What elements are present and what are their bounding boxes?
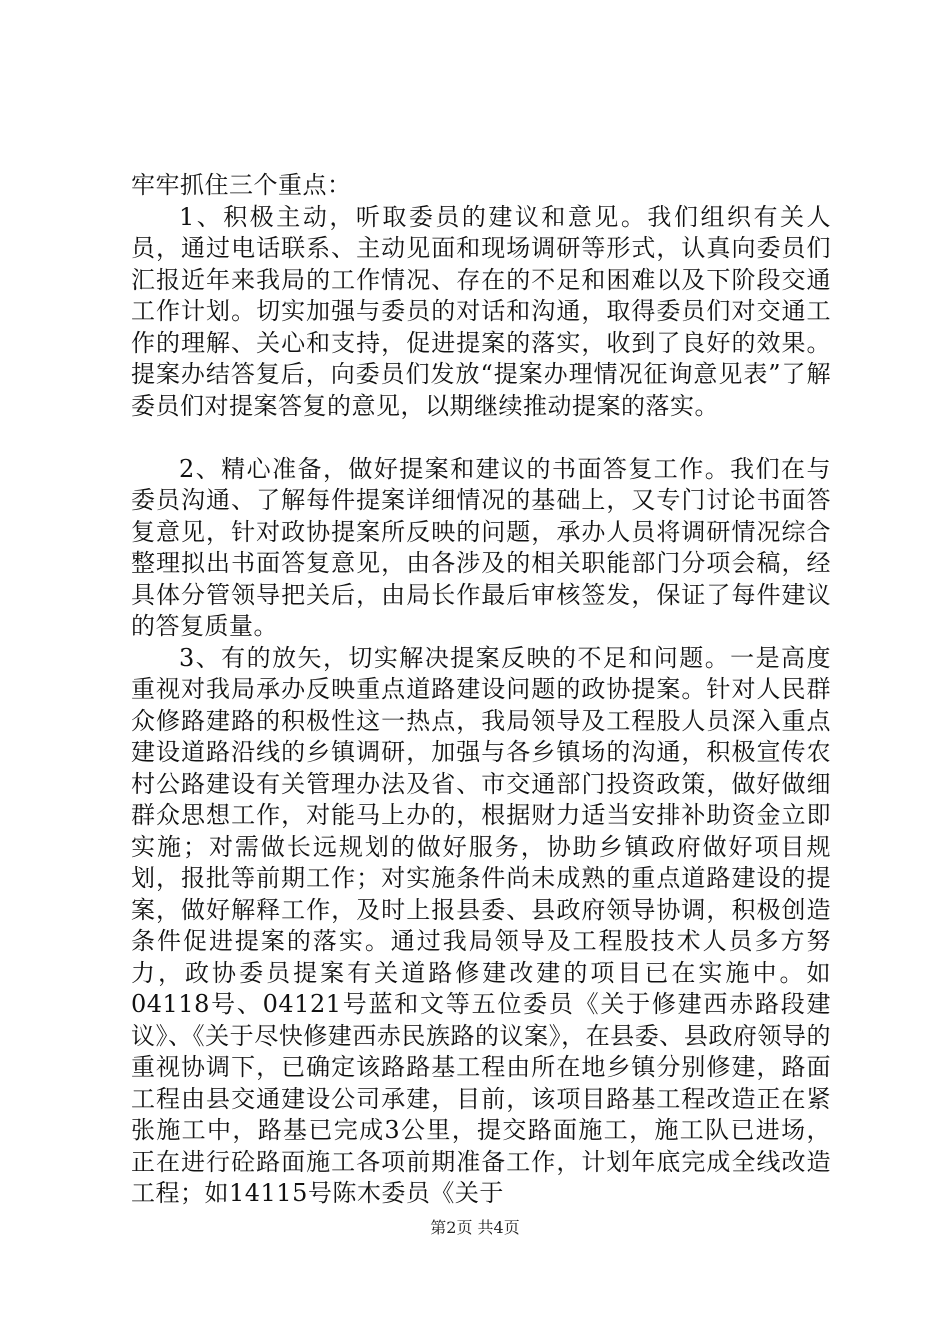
page-number: 第2页 共4页 [430,1218,520,1237]
document-body [131,170,831,1210]
paragraph-point-2: 2、精心准备，做好提案和建议的书面答复工作。我们在与委员沟通、了解每件提案详细情况的基础上，又专门讨论书面答复意见，针对政协提案所反映的问题，承办人员将调研情况综合整理拟出书面答复意见，由各涉及的相关职能部门分项会稿，经具体分管领导把关后，由局长作最后审核签发，保证了每件建议的答复质量。 [131,454,831,640]
paragraph-point-1: 1、积极主动，听取委员的建议和意见。我们组织有关人员，通过电话联系、主动见面和现场调研等形式，认真向委员们汇报近年来我局的工作情况、存在的不足和困难以及下阶段交通工作计划。切实加强与委员的对话和沟通，取得委员们对交通工作的理解、关心和支持，促进提案的落实，收到了良好的效果。提案办结答复后，向委员们发放“提案办理情况征询意见表”了解委员们对提案答复的意见，以期继续推动提案的落实。 [131,202,831,420]
page-footer [0,1217,950,1239]
paragraph-intro: 牢牢抓住三个重点： [131,171,352,199]
paragraph-point-3: 3、有的放矢，切实解决提案反映的不足和问题。一是高度重视对我局承办反映重点道路建设问题的政协提案。针对人民群众修路建路的积极性这一热点，我局领导及工程股人员深入重点建设道路沿线的乡镇调研，加强与各乡镇场的沟通，积极宣传农村公路建设有关管理办法及省、市交通部门投资政策，做好做细群众思想工作，对能马上办的，根据财力适当安排补助资金立即实施；对需做长远规划的做好服务，协助乡镇政府做好项目规划，报批等前期工作；对实施条件尚未成熟的重点道路建设的提案，做好解释工作，及时上报县委、县政府领导协调，积极创造条件促进提案的落实。通过我局领导及工程股技术人员多方努力，政协委员提案有关道路修建改建的项目已在实施中。如04118号、04121号蓝和文等五位委员《关于修建西赤路段建议》、《关于尽快修建西赤民族路的议案》，在县委、县政府领导的重视协调下，已确定该路路基工程由所在地乡镇分别修建，路面工程由县交通建设公司承建，目前，该项目路基工程改造正在紧张施工中，路基已完成3公里，提交路面施工，施工队已进场，正在进行砼路面施工各项前期准备工作，计划年底完成全线改造工程；如14115号陈木委员《关于 [131,643,831,1207]
paragraph-spacer [131,422,831,454]
